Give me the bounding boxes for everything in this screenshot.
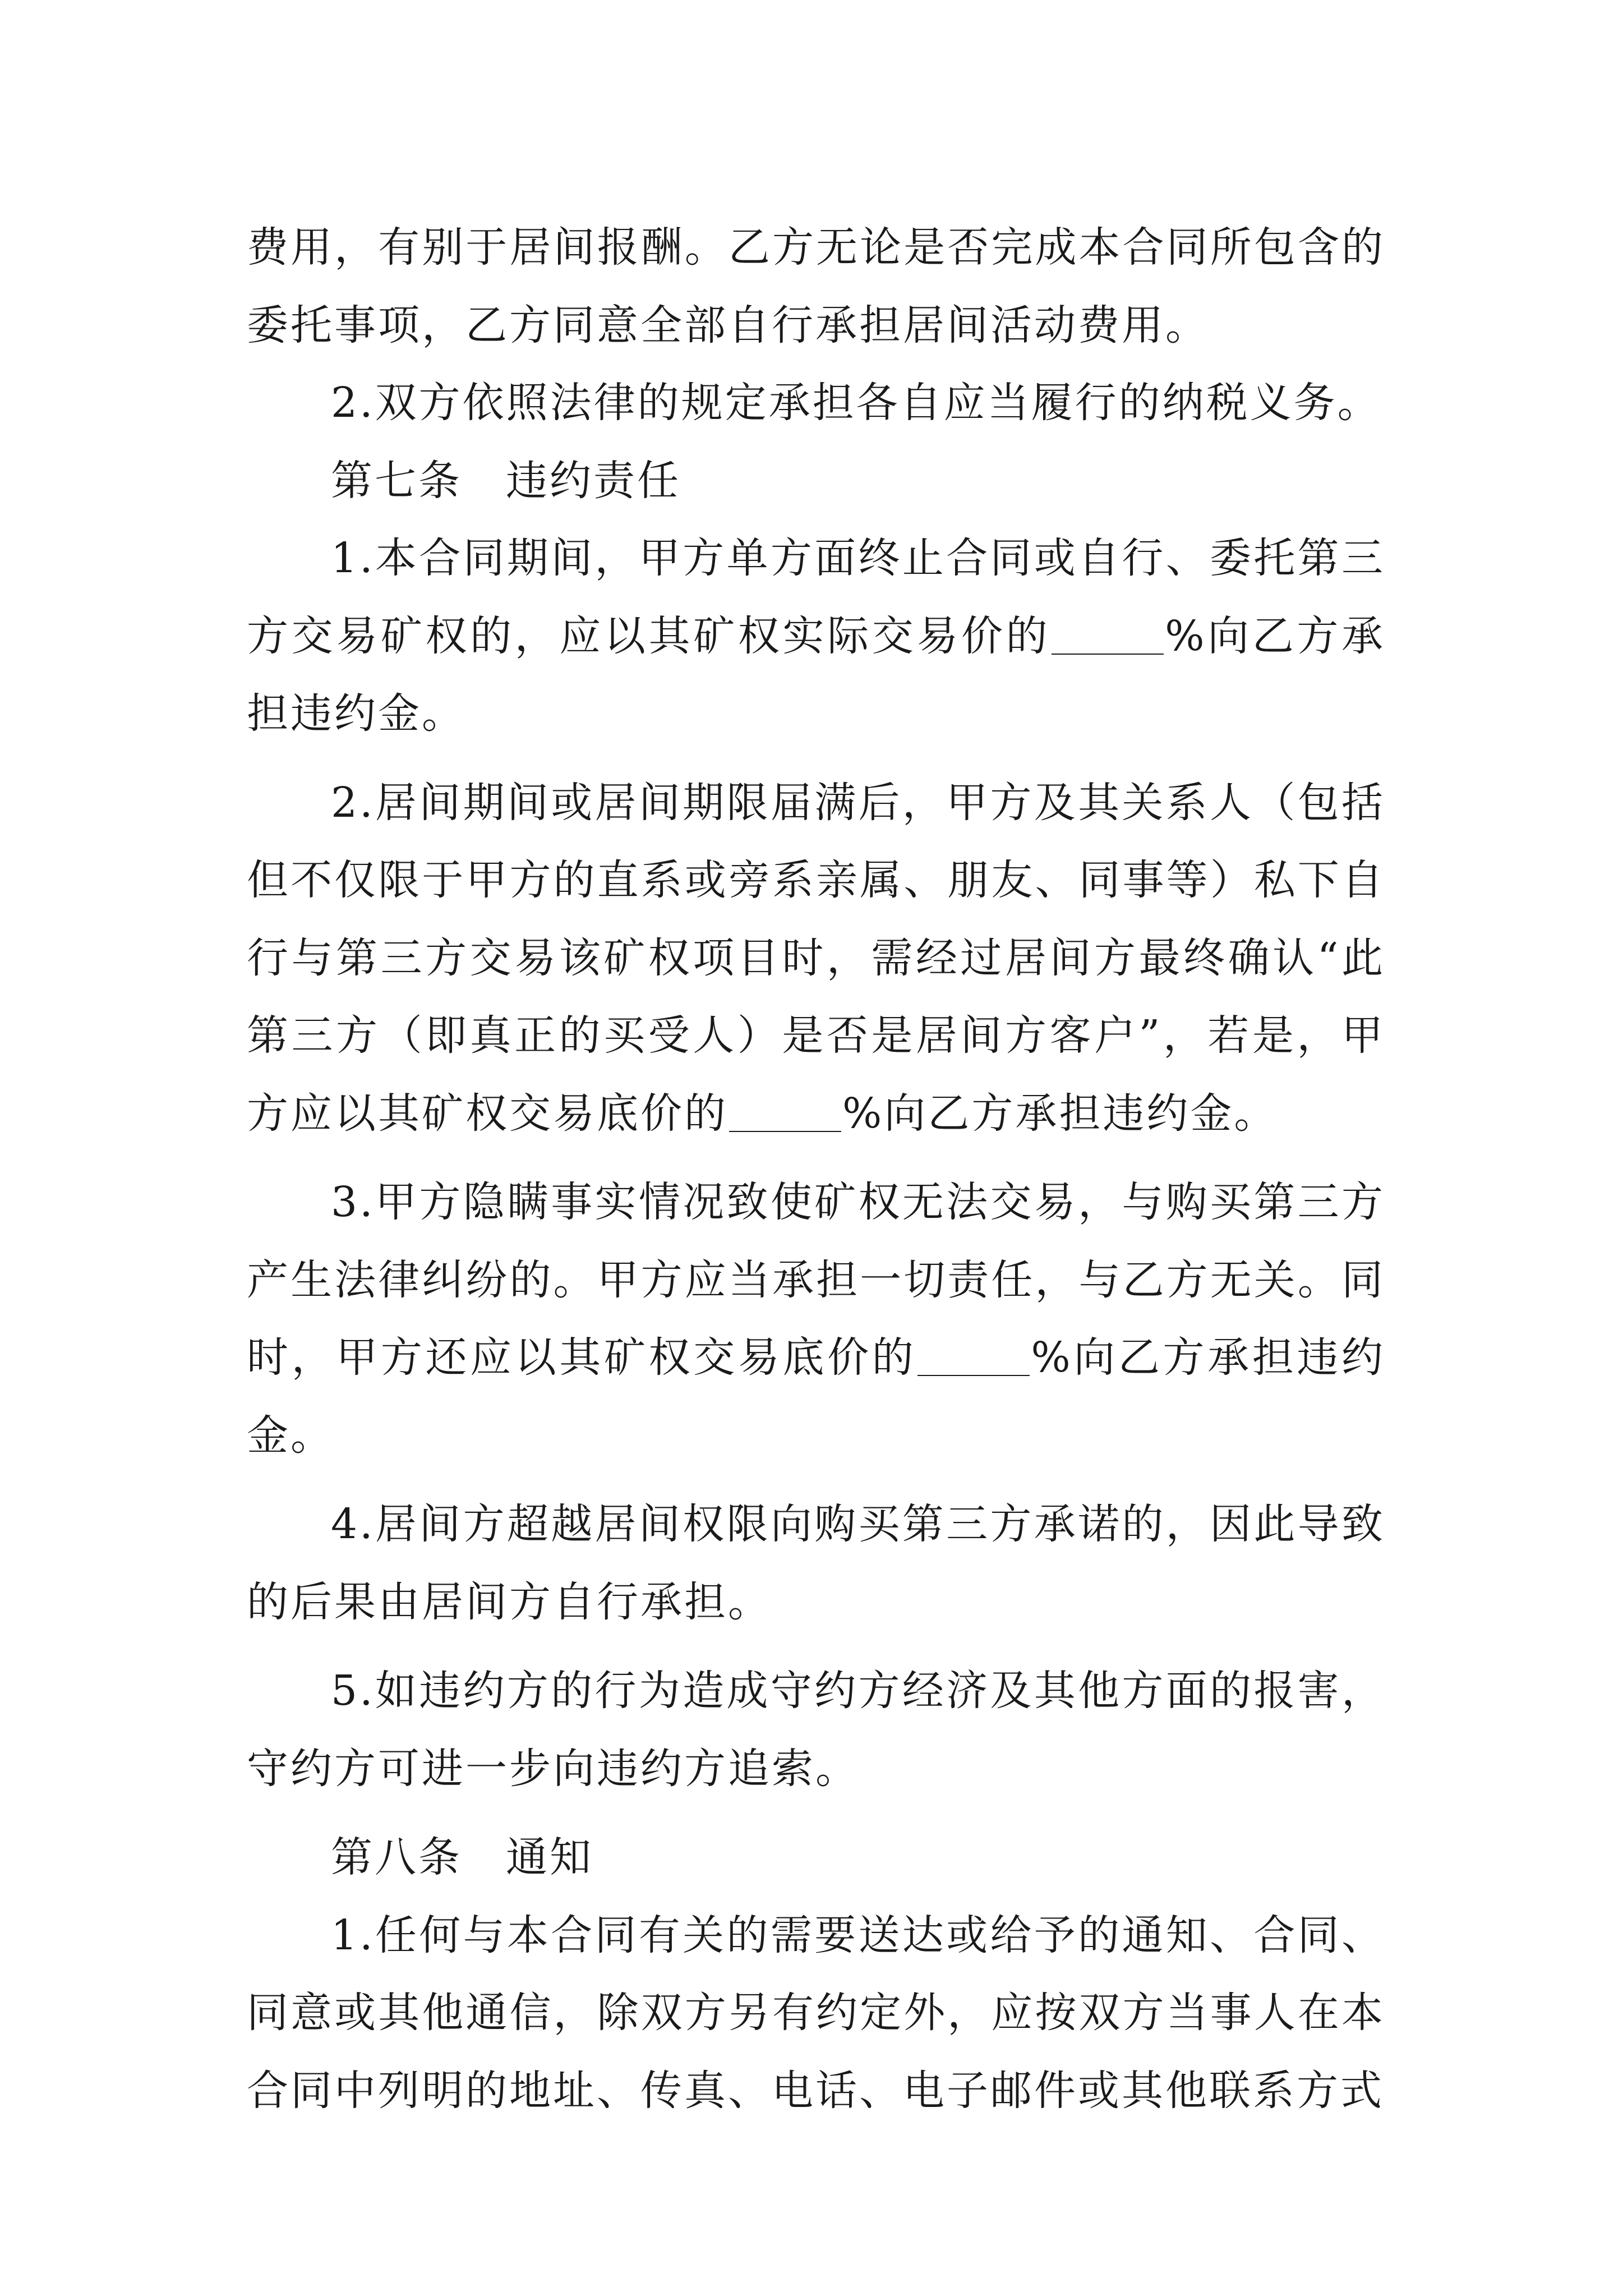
paragraph-tax-obligation: 2.双方依照法律的规定承担各自应当履行的纳税义务。: [331, 379, 1381, 427]
paragraph-fee-continuation: 费用，有别于居间报酬。乙方无论是否完成本合同所包含的委托事项，乙方同意全部自行承担居间活动费用。: [247, 223, 1385, 349]
paragraph-gap: [247, 1641, 1385, 1652]
fill-in-blank: [917, 1341, 1030, 1376]
paragraph-gap: [247, 753, 1385, 764]
document-body: [247, 209, 1385, 2129]
paragraph-gap: [247, 1152, 1385, 1163]
paragraph-article-7-clause-5: 5.如违约方的行为造成守约方经济及其他方面的报害，守约方可进一步向违约方追索。: [247, 1667, 1385, 1793]
paragraph-article-7-clause-4: 4.居间方超越居间权限向购买第三方承诺的，因此导致的后果由居间方自行承担。: [247, 1500, 1385, 1626]
paragraph-article-7-clause-2: 2.居间期间或居间期限届满后，甲方及其关系人（包括但不仅限于甲方的直系或旁系亲属、朋友、同事等）私下自行与第三方交易该矿权项目时，需经过居间方最终确认“此第三方（即真正的买受人）是否是居间方客户”，若是，甲方应以其矿权交易底价的 %向乙方承担违约金。: [247, 778, 1385, 1138]
paragraph-article-7-clause-3: 3.甲方隐瞒事实情况致使矿权无法交易，与购买第三方产生法律纠纷的。甲方应当承担一切责任，与乙方无关。同时，甲方还应以其矿权交易底价的 %向乙方承担违约金。: [247, 1178, 1385, 1460]
heading-article-7: 第七条 违约责任: [331, 456, 681, 505]
paragraph-article-7-clause-1: 1.本合同期间，甲方单方面终止合同或自行、委托第三方交易矿权的，应以其矿权实际交易价的 %向乙方承担违约金。: [247, 534, 1385, 738]
heading-article-8: 第八条 通知: [331, 1833, 593, 1881]
fill-in-blank: [1052, 620, 1164, 655]
fill-in-blank: [729, 1097, 841, 1132]
paragraph-article-8-clause-1: 1.任何与本合同有关的需要送达或给予的通知、合同、同意或其他通信，除双方另有约定外，应按双方当事人在本合同中列明的地址、传真、电话、电子邮件或其他联系方式: [247, 1911, 1385, 2115]
paragraph-gap: [247, 1474, 1385, 1485]
paragraph-gap: [247, 1807, 1385, 1819]
